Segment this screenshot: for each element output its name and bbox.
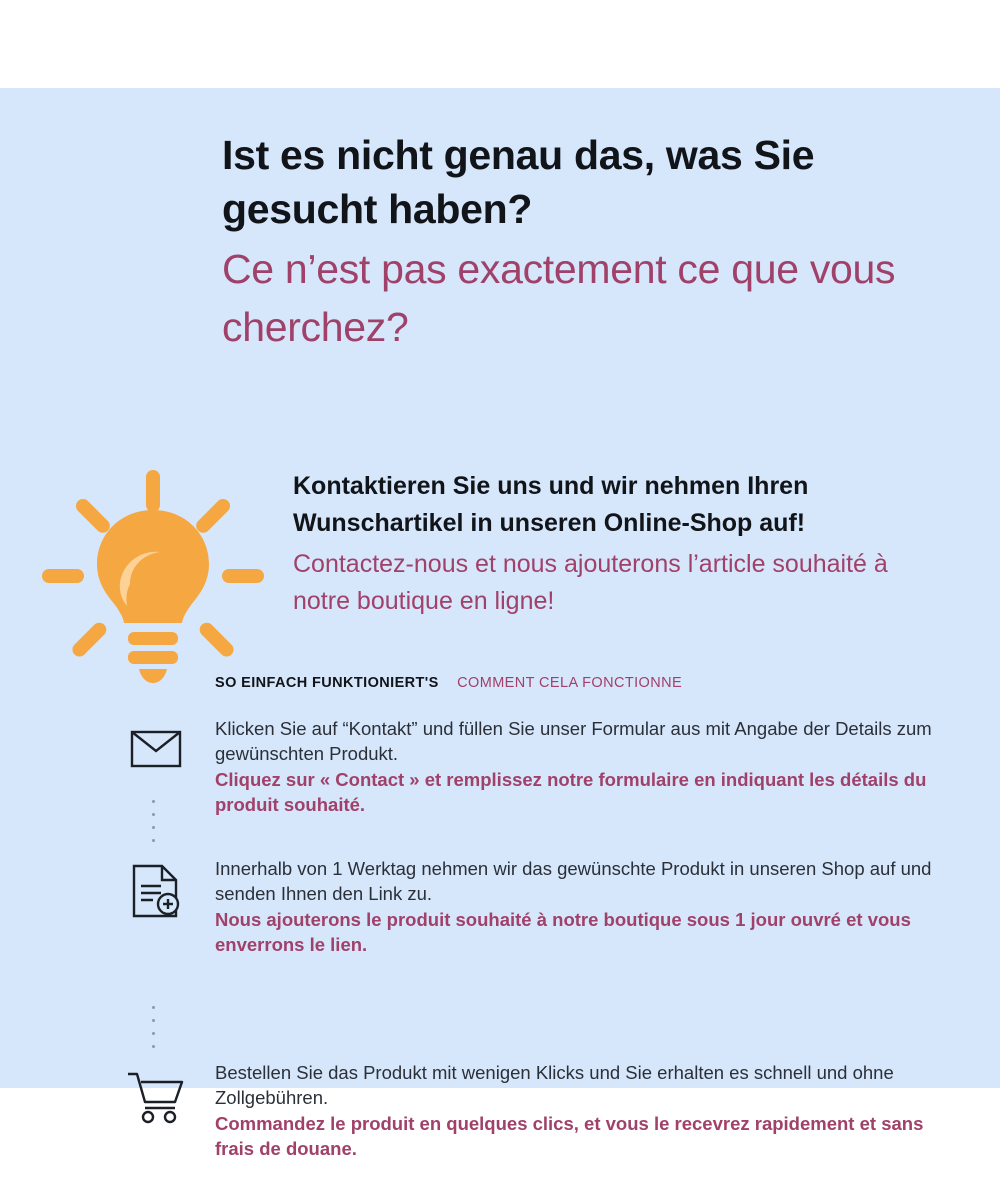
step-german: Klicken Sie auf “Kontakt” und füllen Sie unser Formular aus mit Angabe der Details zum gewünschten Produkt. [215, 718, 932, 765]
promo-banner [0, 88, 1000, 1160]
step-french: Cliquez sur « Contact » et remplissez notre formulaire en indiquant les détails du produit souhaité. [215, 769, 927, 816]
shopping-cart-icon [118, 1064, 192, 1126]
envelope-icon [118, 720, 192, 782]
lightbulb-icon [38, 466, 268, 696]
steps-title-german: SO EINFACH FUNKTIONIERT'S [215, 675, 439, 691]
document-add-icon [118, 860, 192, 922]
intro-german: Kontaktieren Sie uns und wir nehmen Ihren Wunschartikel in unseren Online-Shop auf! [293, 472, 809, 537]
step-text-block [215, 856, 935, 958]
heading-german: Ist es nicht genau das, was Sie gesucht haben? [222, 132, 815, 233]
intro-french: Contactez-nous et nous ajouterons l’article souhaité à notre boutique en ligne! [293, 550, 888, 615]
step-connector [152, 800, 155, 852]
step-german: Bestellen Sie das Produkt mit wenigen Klicks und Sie erhalten es schnell und ohne Zollgebühren. [215, 1062, 894, 1109]
step-german: Innerhalb von 1 Werktag nehmen wir das gewünschte Produkt in unseren Shop auf und senden Ihnen den Link zu. [215, 858, 932, 905]
intro-text-block [293, 468, 913, 620]
steps-title [215, 674, 682, 692]
step-text-block [215, 716, 935, 818]
step-french: Nous ajouterons le produit souhaité à notre boutique sous 1 jour ouvré et vous enverrons le lien. [215, 909, 911, 956]
step-text-block [215, 1060, 935, 1162]
heading-french: Ce n’est pas exactement ce que vous cherchez? [222, 246, 896, 351]
step-connector [152, 1006, 155, 1058]
step-french: Commandez le produit en quelques clics, et vous le recevrez rapidement et sans frais de douane. [215, 1113, 924, 1160]
steps-title-french: COMMENT CELA FONCTIONNE [457, 675, 683, 691]
heading-block [222, 128, 922, 357]
